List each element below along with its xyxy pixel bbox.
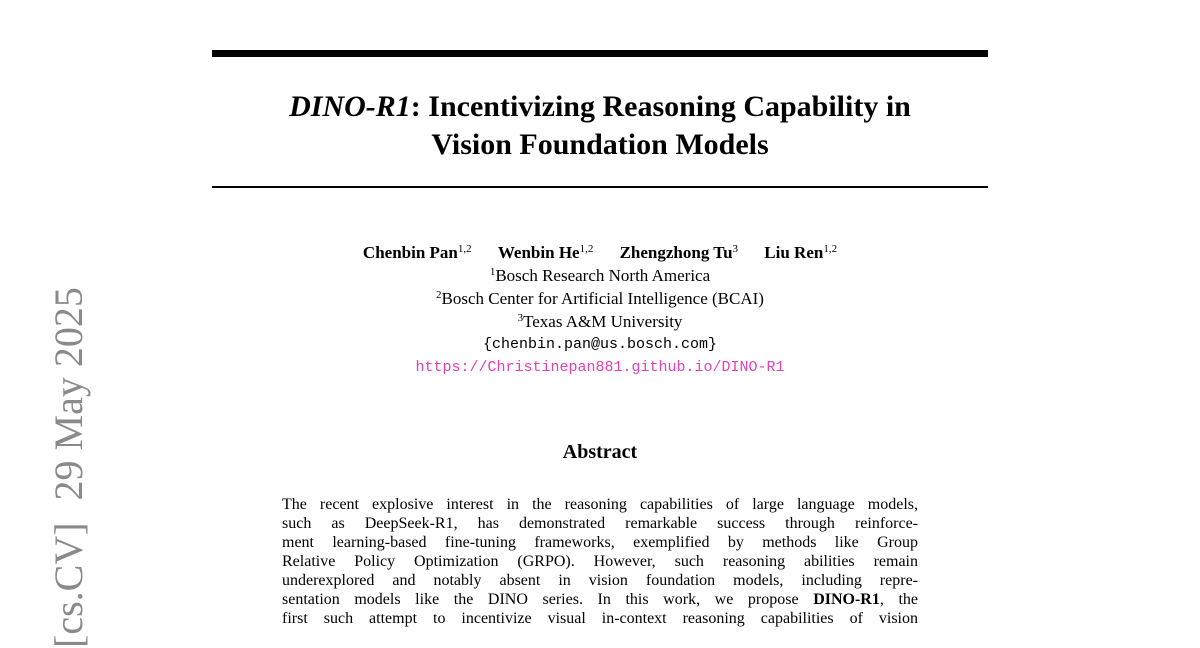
affiliation: $^2$Bosch Center for Artificial Intelligence (BCAI) bbox=[436, 289, 764, 308]
author: Liu Ren$^{1,2}$ bbox=[764, 243, 838, 262]
author: Zhengzhong Tu$^3$ bbox=[619, 243, 739, 262]
author-block bbox=[212, 241, 988, 379]
author: Chenbin Pan$^{1,2}$ bbox=[362, 243, 472, 262]
abstract-line bbox=[282, 590, 918, 609]
arxiv-date: 29 May 2025 bbox=[46, 287, 91, 501]
abstract-line: Relative Policy Optimization (GRPO). However, such reasoning abilities remain bbox=[282, 553, 918, 570]
abstract-body bbox=[282, 495, 918, 628]
affiliation: $^1$Bosch Research North America bbox=[489, 266, 711, 285]
author-list bbox=[212, 241, 988, 264]
abstract-line: underexplored and notably absent in vision foundation models, including repre- bbox=[282, 572, 918, 589]
project-url-link[interactable]: https://Christinepan881.github.io/DINO-R1 bbox=[415, 359, 785, 376]
paper-title bbox=[212, 88, 988, 164]
title-model-name: DINO-R1 bbox=[289, 90, 411, 123]
title-line2: Vision Foundation Models bbox=[431, 128, 769, 161]
author: Wenbin He$^{1,2}$ bbox=[497, 243, 594, 262]
title-bottom-rule bbox=[212, 186, 988, 188]
abstract-line-text: sentation models like the DINO series. In this work, we propose bbox=[282, 591, 799, 608]
abstract-line-tail: , the bbox=[879, 591, 919, 608]
abstract-line: ment learning-based fine-tuning frameworks, exemplified by methods like Group bbox=[282, 534, 918, 551]
abstract-line: such as DeepSeek-R1, has demonstrated remarkable success through reinforce- bbox=[282, 515, 918, 532]
abstract-line: first such attempt to incentivize visual in-context reasoning capabilities of vision bbox=[282, 610, 918, 627]
affiliation: $^3$Texas A&M University bbox=[517, 312, 683, 331]
abstract-line: The recent explosive interest in the reasoning capabilities of large language models, bbox=[282, 496, 918, 513]
title-top-rule bbox=[212, 50, 988, 57]
title-line1-rest: : Incentivizing Reasoning Capability in bbox=[410, 90, 911, 123]
arxiv-side-stamp bbox=[47, 265, 91, 648]
abstract-heading: Abstract bbox=[562, 441, 638, 463]
author-email: {chenbin.pan@us.bosch.com} bbox=[482, 336, 718, 353]
abstract-bold-term: DINO-R1 bbox=[813, 591, 880, 608]
arxiv-category: [cs.CV] bbox=[46, 522, 91, 648]
